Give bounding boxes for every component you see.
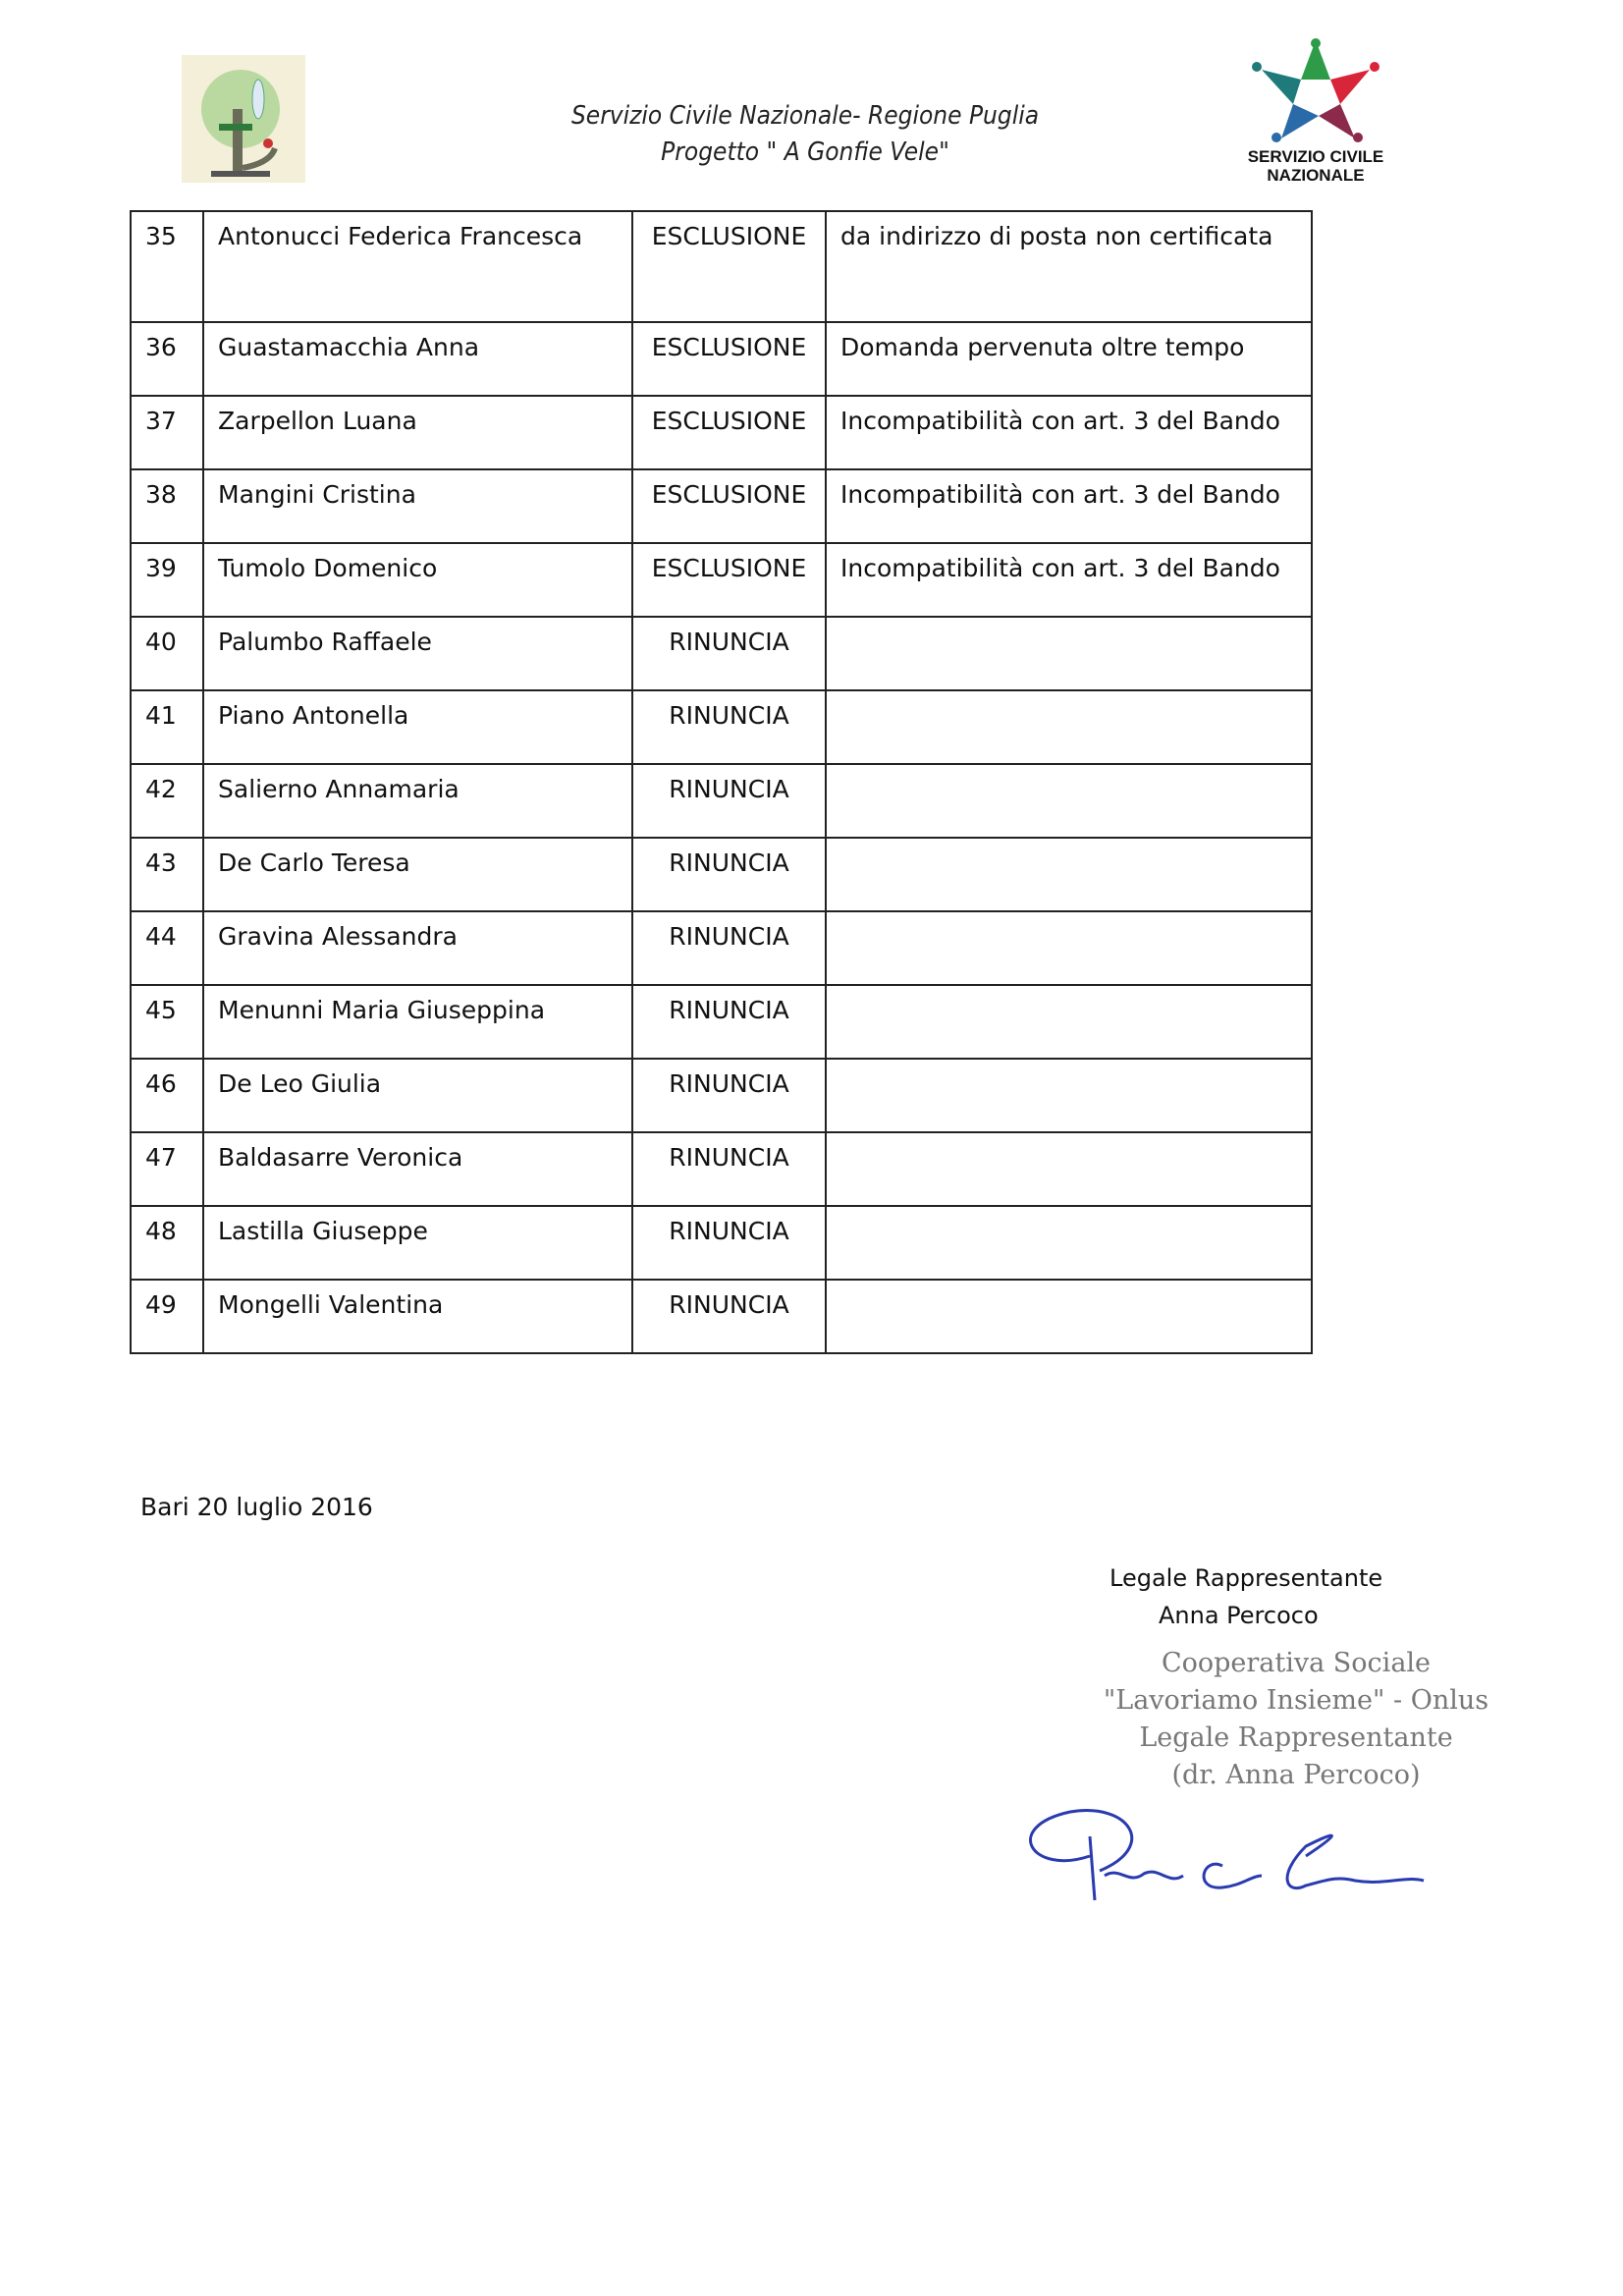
row-number: 43 bbox=[131, 838, 203, 911]
note-cell bbox=[826, 1280, 1312, 1353]
candidate-name: Baldasarre Veronica bbox=[203, 1132, 632, 1206]
stamp-line: (dr. Anna Percoco) bbox=[1171, 1760, 1421, 1790]
row-number: 41 bbox=[131, 690, 203, 764]
table-row bbox=[131, 543, 1312, 617]
note-cell bbox=[826, 1206, 1312, 1280]
table-row bbox=[131, 322, 1312, 396]
handwritten-signature bbox=[1011, 1797, 1453, 1905]
note-cell: Incompatibilità con art. 3 del Bando bbox=[826, 543, 1312, 617]
table-row bbox=[131, 469, 1312, 543]
servizio-civile-logo-text: SERVIZIO CIVILE NAZIONALE bbox=[1247, 147, 1384, 185]
stamp-line: Cooperativa Sociale bbox=[1161, 1648, 1432, 1678]
row-number: 42 bbox=[131, 764, 203, 838]
note-cell bbox=[826, 617, 1312, 690]
row-number: 46 bbox=[131, 1059, 203, 1132]
stamp-line: "Lavoriamo Insieme" - Onlus bbox=[1103, 1685, 1489, 1716]
row-number: 48 bbox=[131, 1206, 203, 1280]
table-row bbox=[131, 838, 1312, 911]
candidate-name: De Leo Giulia bbox=[203, 1059, 632, 1132]
table-row bbox=[131, 211, 1312, 322]
candidate-name: Gravina Alessandra bbox=[203, 911, 632, 985]
row-number: 45 bbox=[131, 985, 203, 1059]
table-row bbox=[131, 985, 1312, 1059]
status-cell: RINUNCIA bbox=[632, 838, 826, 911]
row-number: 36 bbox=[131, 322, 203, 396]
signer-role: Legale Rappresentante bbox=[1109, 1564, 1383, 1592]
table-row bbox=[131, 1280, 1312, 1353]
status-cell: ESCLUSIONE bbox=[632, 211, 826, 322]
table-row bbox=[131, 396, 1312, 469]
note-cell bbox=[826, 985, 1312, 1059]
header-line-1: Servizio Civile Nazionale- Regione Puglia bbox=[570, 101, 1040, 131]
lavoriamo-insieme-logo bbox=[182, 55, 305, 183]
note-cell bbox=[826, 911, 1312, 985]
status-cell: RINUNCIA bbox=[632, 764, 826, 838]
signer-name: Anna Percoco bbox=[1159, 1602, 1319, 1629]
servizio-civile-logo bbox=[1232, 35, 1399, 183]
status-cell: ESCLUSIONE bbox=[632, 396, 826, 469]
row-number: 37 bbox=[131, 396, 203, 469]
status-cell: RINUNCIA bbox=[632, 1206, 826, 1280]
status-cell: RINUNCIA bbox=[632, 1132, 826, 1206]
candidate-name: Mongelli Valentina bbox=[203, 1280, 632, 1353]
row-number: 40 bbox=[131, 617, 203, 690]
document-date: Bari 20 luglio 2016 bbox=[140, 1493, 373, 1521]
row-number: 38 bbox=[131, 469, 203, 543]
note-cell: Incompatibilità con art. 3 del Bando bbox=[826, 469, 1312, 543]
candidate-name: Lastilla Giuseppe bbox=[203, 1206, 632, 1280]
candidate-name: Zarpellon Luana bbox=[203, 396, 632, 469]
table-row bbox=[131, 911, 1312, 985]
candidate-name: Antonucci Federica Francesca bbox=[203, 211, 632, 322]
row-number: 35 bbox=[131, 211, 203, 322]
stamp-line: Legale Rappresentante bbox=[1139, 1722, 1453, 1753]
note-cell: Incompatibilità con art. 3 del Bando bbox=[826, 396, 1312, 469]
candidate-name: Salierno Annamaria bbox=[203, 764, 632, 838]
row-number: 44 bbox=[131, 911, 203, 985]
status-cell: ESCLUSIONE bbox=[632, 543, 826, 617]
status-cell: RINUNCIA bbox=[632, 690, 826, 764]
note-cell: da indirizzo di posta non certificata bbox=[826, 211, 1312, 322]
status-cell: ESCLUSIONE bbox=[632, 469, 826, 543]
note-cell bbox=[826, 838, 1312, 911]
row-number: 49 bbox=[131, 1280, 203, 1353]
note-cell bbox=[826, 1132, 1312, 1206]
candidate-name: Menunni Maria Giuseppina bbox=[203, 985, 632, 1059]
note-cell bbox=[826, 690, 1312, 764]
candidate-name: Palumbo Raffaele bbox=[203, 617, 632, 690]
status-cell: ESCLUSIONE bbox=[632, 322, 826, 396]
note-cell bbox=[826, 1059, 1312, 1132]
row-number: 47 bbox=[131, 1132, 203, 1206]
table-row bbox=[131, 1132, 1312, 1206]
table-row bbox=[131, 617, 1312, 690]
table-row bbox=[131, 1206, 1312, 1280]
candidate-name: Guastamacchia Anna bbox=[203, 322, 632, 396]
table-row bbox=[131, 690, 1312, 764]
status-cell: RINUNCIA bbox=[632, 985, 826, 1059]
header-line-2: Progetto " A Gonfie Vele" bbox=[661, 137, 949, 167]
row-number: 39 bbox=[131, 543, 203, 617]
note-cell bbox=[826, 764, 1312, 838]
candidate-name: De Carlo Teresa bbox=[203, 838, 632, 911]
candidate-name: Mangini Cristina bbox=[203, 469, 632, 543]
cooperative-stamp bbox=[1080, 1645, 1512, 1794]
status-cell: RINUNCIA bbox=[632, 911, 826, 985]
exclusion-table bbox=[130, 210, 1313, 1354]
status-cell: RINUNCIA bbox=[632, 617, 826, 690]
status-cell: RINUNCIA bbox=[632, 1280, 826, 1353]
table-row bbox=[131, 1059, 1312, 1132]
candidate-name: Piano Antonella bbox=[203, 690, 632, 764]
candidate-name: Tumolo Domenico bbox=[203, 543, 632, 617]
status-cell: RINUNCIA bbox=[632, 1059, 826, 1132]
note-cell: Domanda pervenuta oltre tempo bbox=[826, 322, 1312, 396]
table-row bbox=[131, 764, 1312, 838]
